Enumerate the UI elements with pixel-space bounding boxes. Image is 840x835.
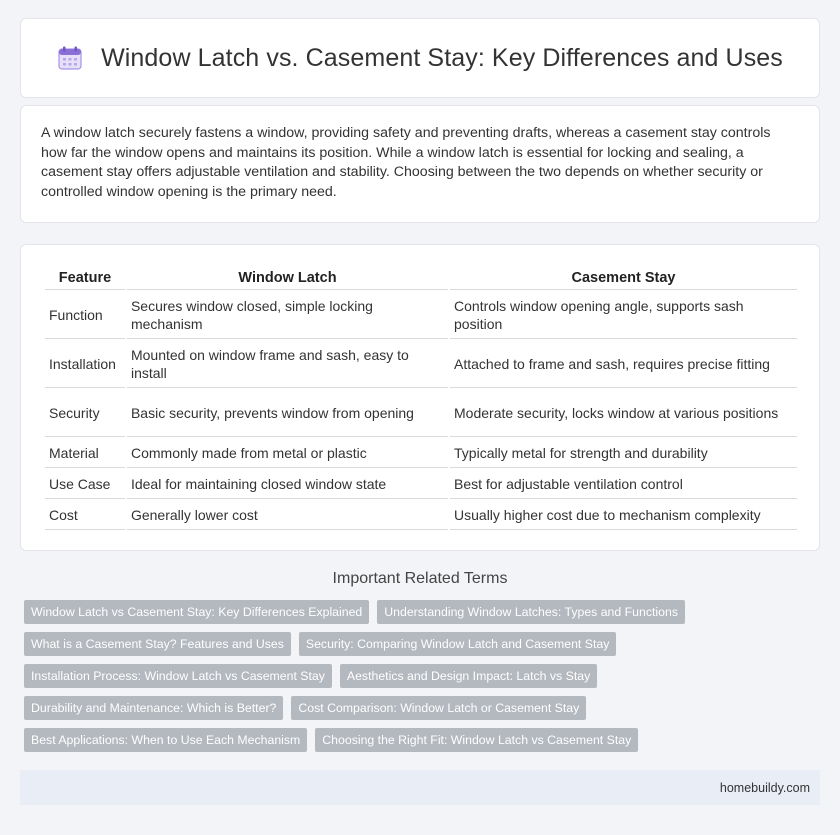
comparison-table-card: [20, 244, 820, 551]
related-terms-heading: Important Related Terms: [332, 570, 508, 587]
cell-window-latch: Mounted on window frame and sash, easy to install: [127, 341, 448, 388]
related-term-tag[interactable]: Security: Comparing Window Latch and Casement Stay: [299, 632, 616, 656]
cell-casement-stay: Best for adjustable ventilation control: [450, 470, 797, 499]
summary-card: [20, 105, 820, 223]
related-term-tag[interactable]: What is a Casement Stay? Features and Uses: [24, 632, 291, 656]
cell-feature: Security: [45, 390, 125, 437]
cell-window-latch: Ideal for maintaining closed window state: [127, 470, 448, 499]
header-casement-stay: Casement Stay: [450, 267, 797, 290]
footer: [20, 770, 820, 805]
title-card: [20, 18, 820, 98]
related-term-tag[interactable]: Best Applications: When to Use Each Mechanism: [24, 728, 307, 752]
related-term-tag[interactable]: Window Latch vs Casement Stay: Key Differences Explained: [24, 600, 369, 624]
table-row: [45, 341, 797, 388]
table-header-row: [45, 267, 797, 290]
cell-window-latch: Secures window closed, simple locking mechanism: [127, 292, 448, 339]
related-term-tag[interactable]: Cost Comparison: Window Latch or Casement Stay: [291, 696, 586, 720]
table-row: [45, 292, 797, 339]
cell-window-latch: Generally lower cost: [127, 501, 448, 530]
related-term-tag[interactable]: Installation Process: Window Latch vs Casement Stay: [24, 664, 332, 688]
cell-casement-stay: Typically metal for strength and durability: [450, 439, 797, 468]
header-window-latch: Window Latch: [127, 267, 448, 290]
table-row: [45, 390, 797, 437]
cell-feature: Function: [45, 292, 125, 339]
related-terms-list: [20, 600, 720, 752]
cell-feature: Installation: [45, 341, 125, 388]
related-term-tag[interactable]: Understanding Window Latches: Types and Functions: [377, 600, 685, 624]
related-term-tag[interactable]: Choosing the Right Fit: Window Latch vs Casement Stay: [315, 728, 638, 752]
footer-site-link[interactable]: homebuildy.com: [719, 781, 810, 795]
table-row: [45, 501, 797, 530]
cell-casement-stay: Attached to frame and sash, requires precise fitting: [450, 341, 797, 388]
summary-text: A window latch securely fastens a window, providing safety and preventing drafts, whereas a casement stay controls how far the window opens and maintains its position. While a window latch is essential for locking and sealing, a casement stay offers adjustable ventilation and stability. Choosing between the two depends on whether security or controlled window opening is the primary need.: [41, 125, 771, 200]
table-row: [45, 470, 797, 499]
cell-feature: Use Case: [45, 470, 125, 499]
calendar-icon: [57, 45, 83, 71]
page-title: Window Latch vs. Casement Stay: Key Differences and Uses: [101, 43, 783, 72]
cell-feature: Cost: [45, 501, 125, 530]
cell-casement-stay: Controls window opening angle, supports sash position: [450, 292, 797, 339]
related-term-tag[interactable]: Aesthetics and Design Impact: Latch vs Stay: [340, 664, 597, 688]
related-term-tag[interactable]: Durability and Maintenance: Which is Better?: [24, 696, 283, 720]
cell-window-latch: Commonly made from metal or plastic: [127, 439, 448, 468]
cell-window-latch: Basic security, prevents window from opening: [127, 390, 448, 437]
cell-feature: Material: [45, 439, 125, 468]
header-feature: Feature: [45, 267, 125, 290]
table-row: [45, 439, 797, 468]
comparison-table: [43, 265, 799, 532]
related-terms-section: [20, 570, 820, 752]
cell-casement-stay: Usually higher cost due to mechanism complexity: [450, 501, 797, 530]
cell-casement-stay: Moderate security, locks window at various positions: [450, 390, 797, 437]
